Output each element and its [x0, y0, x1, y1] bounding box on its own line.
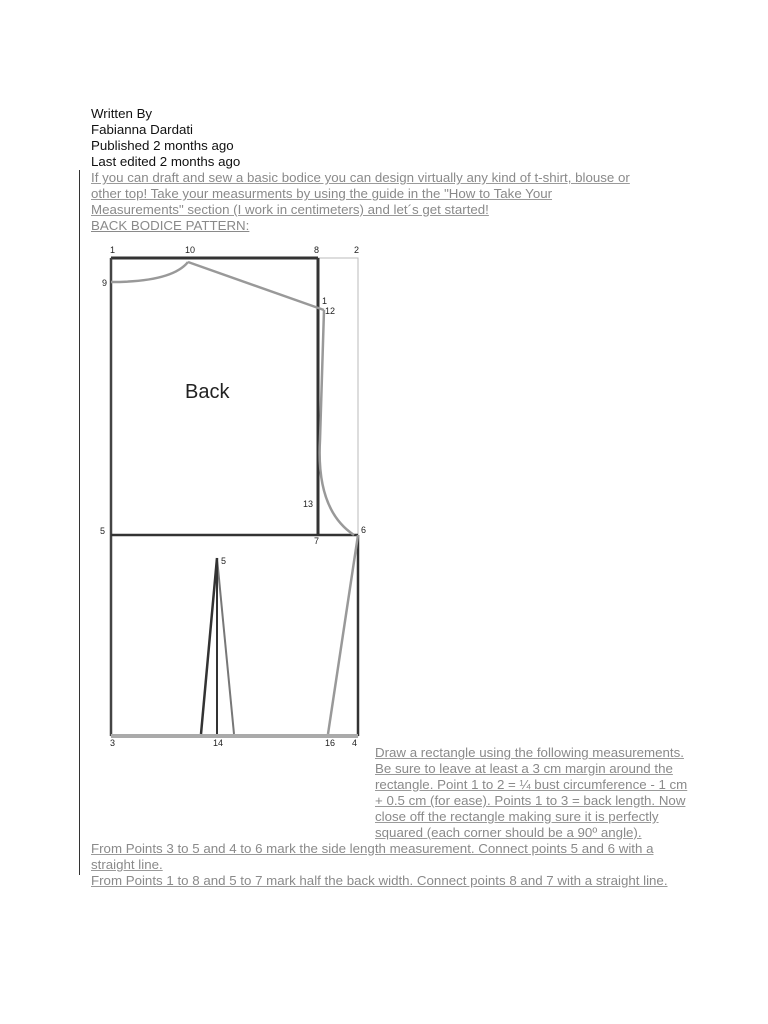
dart-right: [217, 558, 234, 734]
point-16: 16: [325, 738, 336, 748]
pattern-outer-rect: [111, 258, 358, 736]
point-3: 3: [110, 738, 116, 748]
author-name[interactable]: Fabianna Dardati: [91, 122, 194, 137]
article-meta: [91, 106, 240, 170]
back-label: Back: [185, 381, 230, 403]
armhole-curve: [320, 310, 354, 535]
quote-bar: [79, 170, 80, 875]
point-13: 13: [303, 499, 314, 509]
shoulder-line: [188, 262, 324, 310]
point-5: 5: [100, 526, 106, 536]
edited-date: Last edited 2 months ago: [91, 154, 241, 169]
intro-line-1: If you can draft and sew a basic bodice you can design virtually any kind of t-shirt, blouse or: [91, 170, 630, 185]
point-14: 14: [213, 738, 224, 748]
intro-line-2: other top! Take your measurments by using the guide in the "How to Take Your: [91, 186, 553, 201]
point-6: 6: [361, 525, 367, 535]
point-15: 5: [221, 556, 227, 566]
intro-line-3: Measurements" section (I work in centimeters) and let´s get started!: [91, 202, 489, 217]
point-11: 1: [322, 296, 328, 306]
dart-left: [201, 558, 217, 734]
point-8: 8: [314, 245, 320, 255]
published-date: Published 2 months ago: [91, 138, 234, 153]
point-10: 10: [185, 245, 196, 255]
section-heading: BACK BODICE PATTERN:: [91, 218, 250, 233]
point-1: 1: [110, 245, 116, 255]
instruction-back-width: From Points 1 to 8 and 5 to 7 mark half the back width. Connect points 8 and 7 with a straight line.: [91, 873, 668, 888]
intro-paragraph: [91, 170, 691, 218]
instructions: [91, 745, 691, 889]
neckline-curve: [111, 262, 188, 282]
point-9: 9: [102, 278, 108, 288]
written-by-label: Written By: [91, 106, 153, 121]
instruction-rectangle: Draw a rectangle using the following measurements. Be sure to leave at least a 3 cm margin around the rectangle. Point 1 to 2 = ¼ bust circumference - 1 cm + 0.5 cm (for ease). Points 1 to 3 = back length. Now close off the rectangle making sure it is perfectly squared (each corner should be a 90º angle).: [375, 745, 688, 840]
side-seam: [328, 535, 358, 734]
point-4: 4: [352, 738, 358, 748]
point-12: 12: [325, 306, 336, 316]
point-7: 7: [314, 536, 320, 546]
instruction-side-length: From Points 3 to 5 and 4 to 6 mark the side length measurement. Connect points 5 and 6 with a straight line.: [91, 841, 654, 872]
point-2: 2: [354, 245, 360, 255]
back-bodice-pattern-diagram: [92, 240, 382, 750]
